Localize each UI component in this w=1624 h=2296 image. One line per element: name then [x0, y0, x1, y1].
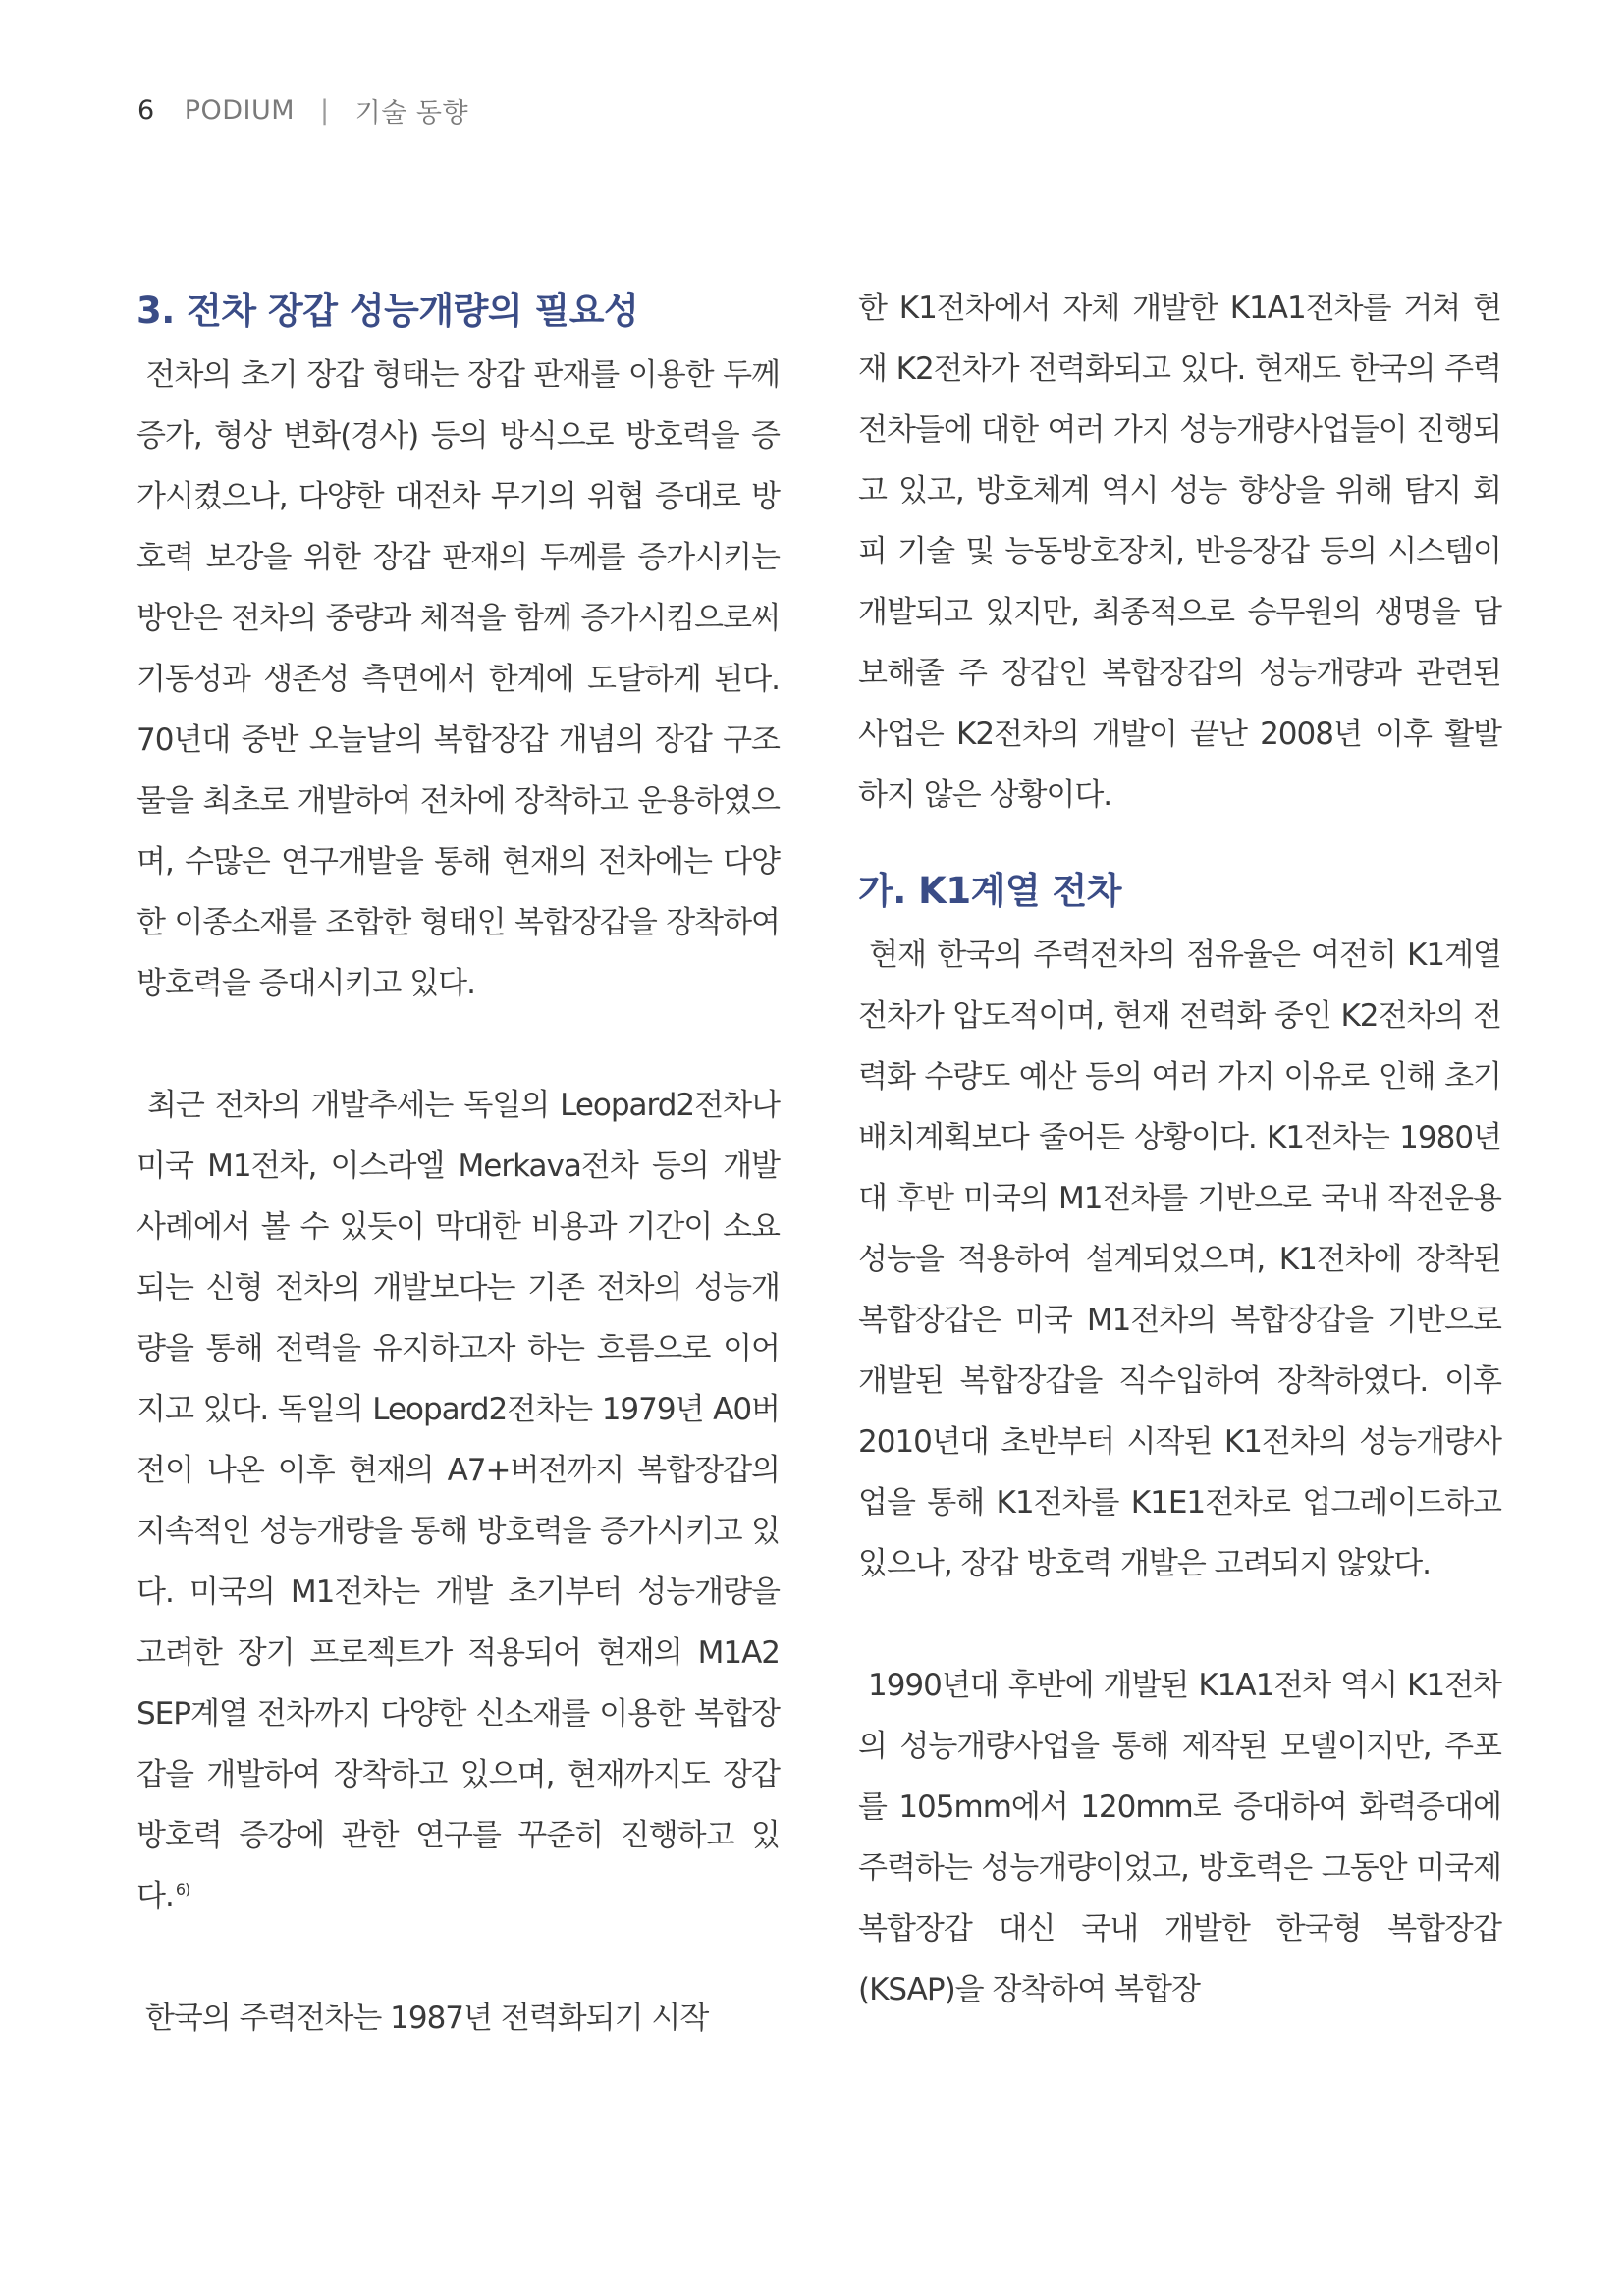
- subsection-heading: 가. K1계열 전차: [858, 870, 1121, 912]
- paragraph-korean-tanks-cont: 한 K1전차에서 자체 개발한 K1A1전차를 거쳐 현재 K2전차가 전력화되고 있다. 현재도 한국의 주력전차들에 대한 여러 가지 성능개량사업들이 진행되고 있고, 방호체계 역시 성능 향상을 위해 탐지 회피 기술 및 능동방호장치, 반응장갑 등의 시스템이 개발되고 있지만, 최종적으로 승무원의 생명을 담보해줄 주 장갑인 복합장갑의 성능개량과 관련된 사업은 K2전차의 개발이 끝난 2008년 이후 활발하지 않은 상황이다.: [858, 291, 1501, 813]
- left-column: [136, 278, 780, 2049]
- section-name: 기술 동향: [354, 97, 469, 129]
- paragraph-k1a1: [858, 1655, 1501, 2020]
- paragraph-spacer: [858, 1594, 1501, 1655]
- paragraph-k1-series: [858, 925, 1501, 1594]
- header-divider: |: [320, 94, 330, 126]
- paragraph-text: 한국의 주력전차는 1987년 전력화되기 시작: [144, 2001, 709, 2036]
- paragraph-text: 전차의 초기 장갑 형태는 장갑 판재를 이용한 두께 증가, 형상 변화(경사) 등의 방식으로 방호력을 증가시켰으나, 다양한 대전차 무기의 위협 증대로 방호력 보강을 위한 장갑 판재의 두께를 증가시키는 방안은 전차의 중량과 체적을 함께 증가시킴으로써 기동성과 생존성 측면에서 한계에 도달하게 된다. 70년대 중반 오늘날의 복합장갑 개념의 장갑 구조물을 최초로 개발하여 전차에 장착하고 운용하였으며, 수많은 연구개발을 통해 현재의 전차에는 다양한 이종소재를 조합한 형태인 복합장갑을 장착하여 방호력을 증대시키고 있다.: [136, 357, 780, 1001]
- paragraph-text: 1990년대 후반에 개발된 K1A1전차 역시 K1전차의 성능개량사업을 통해 제작된 모델이지만, 주포를 105mm에서 120mm로 증대하여 화력증대에 주력하는 성능개량이었고, 방호력은 그동안 미국제 복합장갑 대신 국내 개발한 한국형 복합장갑(KSAP)을 장착하여 복합장: [858, 1668, 1501, 2007]
- paragraph-spacer: [858, 826, 1501, 858]
- section-heading: 3. 전차 장갑 성능개량의 필요성: [136, 290, 639, 332]
- paragraph-korean-tanks-start: [136, 1988, 780, 2049]
- paragraph-spacer: [136, 1927, 780, 1988]
- paragraph-text: 최근 전차의 개발추세는 독일의 Leopard2전차나 미국 M1전차, 이스라엘 Merkava전차 등의 개발 사례에서 볼 수 있듯이 막대한 비용과 기간이 소요되는 신형 전차의 개발보다는 기존 전차의 성능개량을 통해 전력을 유지하고자 하는 흐름으로 이어지고 있다. 독일의 Leopard2전차는 1979년 A0버전이 나온 이후 현재의 A7+버전까지 복합장갑의 지속적인 성능개량을 통해 방호력을 증가시키고 있다. 미국의 M1전차는 개발 초기부터 성능개량을 고려한 장기 프로젝트가 적용되어 현재의 M1A2 SEP계열 전차까지 다양한 신소재를 이용한 복합장갑을 개발하여 장착하고 있으며, 현재까지도 장갑 방호력 증강에 관한 연구를 꾸준히 진행하고 있다.: [136, 1088, 780, 1914]
- running-header: [137, 90, 468, 130]
- right-column: [858, 278, 1501, 2020]
- paragraph-spacer: [136, 1014, 780, 1075]
- footnote-reference: 6): [175, 1880, 190, 1898]
- magazine-name: PODIUM: [184, 94, 296, 126]
- paragraph-initial-armor: [136, 345, 780, 1014]
- paragraph-development-trends: [136, 1075, 780, 1927]
- page-number: 6: [137, 94, 155, 126]
- paragraph-text: 현재 한국의 주력전차의 점유율은 여전히 K1계열 전차가 압도적이며, 현재 전력화 중인 K2전차의 전력화 수량도 예산 등의 여러 가지 이유로 인해 초기 배치계획보다 줄어든 상황이다. K1전차는 1980년대 후반 미국의 M1전차를 기반으로 국내 작전운용성능을 적용하여 설계되었으며, K1전차에 장착된 복합장갑은 미국 M1전차의 복합장갑을 기반으로 개발된 복합장갑을 직수입하여 장착하였다. 이후 2010년대 초반부터 시작된 K1전차의 성능개량사업을 통해 K1전차를 K1E1전차로 업그레이드하고 있으나, 장갑 방호력 개발은 고려되지 않았다.: [858, 937, 1502, 1581]
